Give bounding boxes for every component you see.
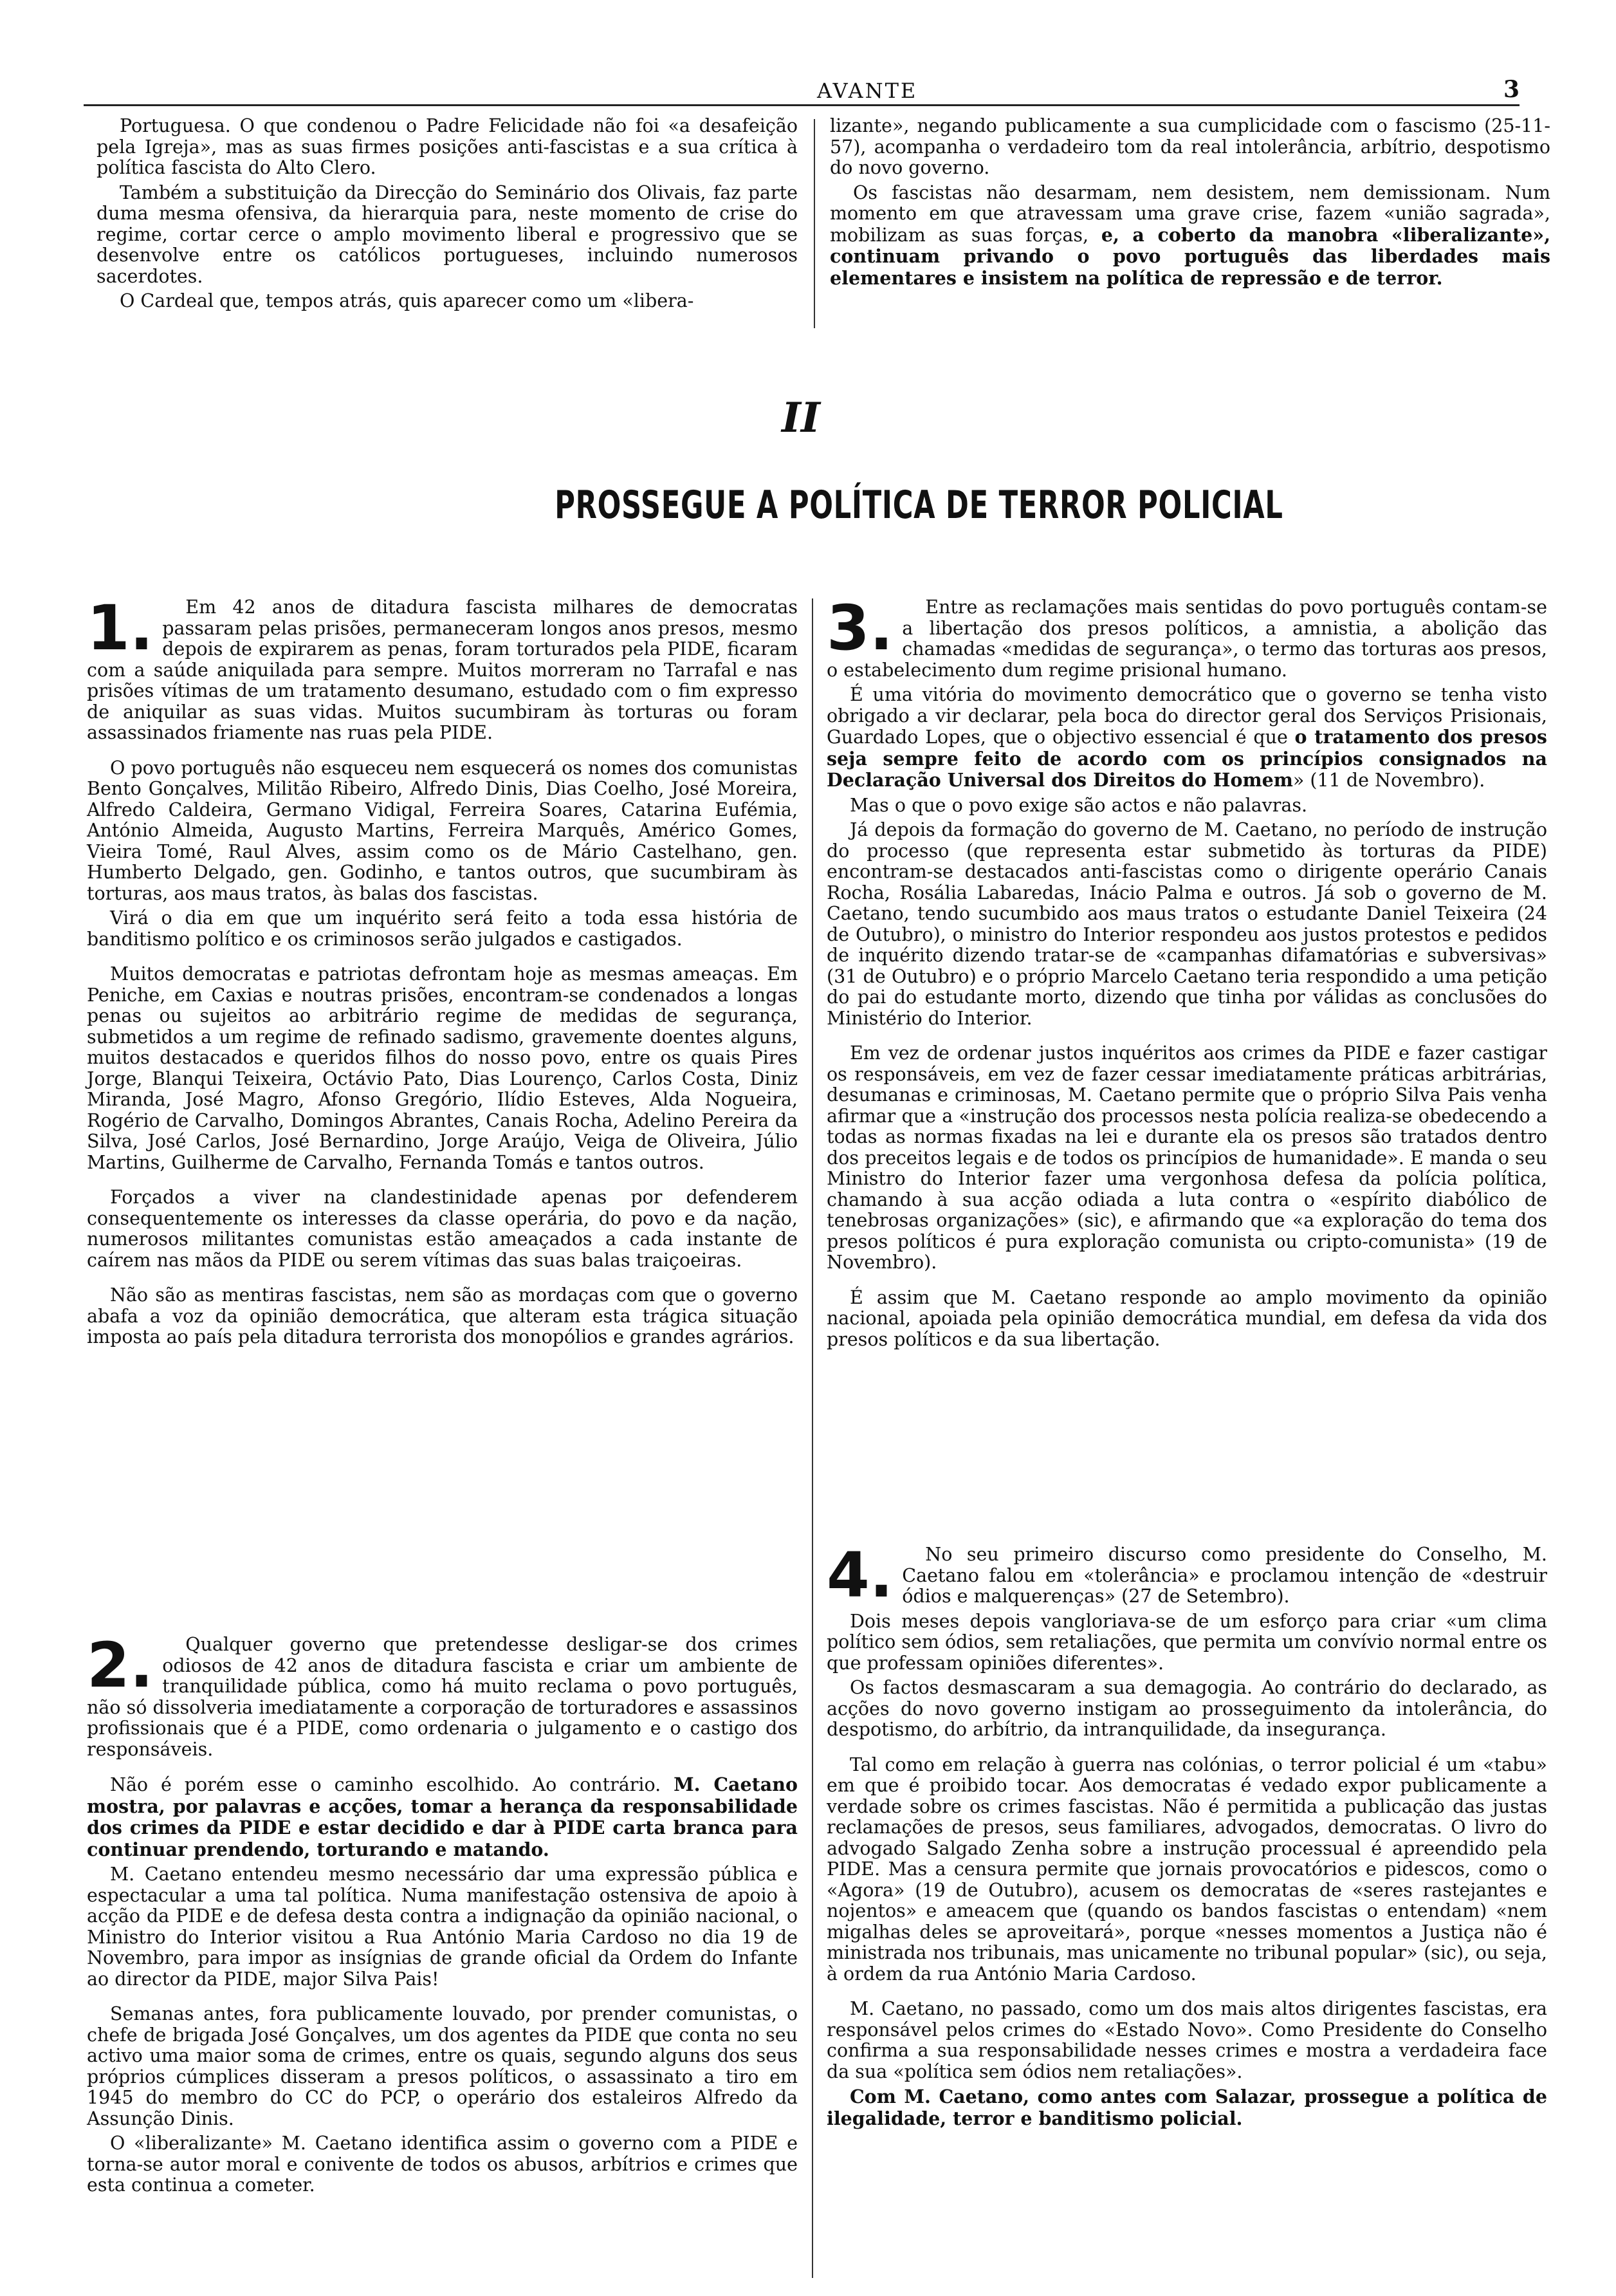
page-header xyxy=(84,76,1520,106)
section-number: 2. xyxy=(87,1629,154,1701)
top-right-column xyxy=(830,116,1550,293)
text-run: Os fascistas não desarmam, nem desistem, nem demissionam. Num momento em que atravessam uma grave crise, fazem «união sagrada», mobilizam as suas forças, xyxy=(830,181,1550,246)
section-roman-numeral: II xyxy=(782,394,820,442)
paragraph xyxy=(827,1539,1547,1611)
paragraph xyxy=(87,2133,798,2196)
paragraph xyxy=(827,795,1547,817)
text-run: M. Caetano, no passado, como um dos mais altos dirigentes fascistas, era responsável pelos crimes do «Estado Novo». Como Presidente do Conselho confirma a sua responsabilidade nesses crimes e mostra a verdadeira face da sua «política sem ódios nem retaliações». xyxy=(827,1998,1547,2082)
text-run: Não é porém esse o caminho escolhido. Ao contrário. xyxy=(110,1774,674,1795)
page-number: 3 xyxy=(1503,76,1520,103)
text-run: Em 42 anos de ditadura fascista milhares de democratas passaram pelas prisões, permaneceram longos anos presos, mesmo depois de expirarem as penas, foram torturados pela PIDE, ficaram com a saúde aniquilada para sempre. Muitos morreram no Tarrafal e nas prisões vítimas de um tratamento desumano, estudado com o fim expresso de aniquilar as suas vidas. Muitos sucumbiram às torturas ou foram assassinados friamente nas ruas pela PIDE. xyxy=(87,597,798,743)
paragraph xyxy=(87,758,798,905)
paragraph xyxy=(87,1774,798,1860)
page-headline: PROSSEGUE A POLÍTICA DE TERROR POLICIAL xyxy=(555,483,1283,528)
text-run: O Cardeal que, tempos atrás, quis aparecer como um «libera- xyxy=(120,290,694,311)
text-run: Não são as mentiras fascistas, nem são as mordaças com que o governo abafa a voz da opinião democrática, que alteram esta trágica situação imposta ao país pela ditadura terrorista dos monopólios e grandes agrários. xyxy=(87,1284,798,1347)
top-left-column xyxy=(96,116,798,316)
paragraph xyxy=(827,1043,1547,1273)
paragraph xyxy=(87,1187,798,1271)
text-run: o tratamento dos presos seja sempre feito de acordo com os princípios consignados na Declaração Universal dos Direitos do Homem xyxy=(827,726,1547,791)
text-run: Entre as reclamações mais sentidas do povo português contam-se a libertação dos presos políticos, a amnistia, a abolição das chamadas «medidas de segurança», o termo das torturas aos presos, o estabelecimento dum regime prisional humano. xyxy=(827,597,1547,681)
text-run: É assim que M. Caetano responde ao amplo movimento da opinião nacional, apoiada pela opinião democrática mundial, em defesa da vida dos presos políticos e da sua libertação. xyxy=(827,1286,1547,1350)
text-run: Em vez de ordenar justos inquéritos aos crimes da PIDE e fazer castigar os responsáveis, em vez de fazer cessar imediatamente práticas arbitrárias, desumanas e criminosas, M. Caetano permite que o próprio Silva Pais venha afirmar que a «instrução dos processos nesta polícia realiza-se obedecendo a todas as normas fixadas na lei e durante ela os presos são tratados dentro dos preceitos legais e de todos os princípios de humanidade». E manda o seu Ministro do Interior fazer uma vergonhosa defesa da polícia política, chamando à sua acção odiada a luta contra o «espírito diabólico de tenebrosas organizações» (sic), e afirmando que «a exploração do tema dos presos políticos é pura exploração comunista ou cripto-comunista» (19 de Novembro). xyxy=(827,1042,1547,1273)
text-run: e, a coberto da manobra «liberalizante», continuam privando o povo português das liberdades mais elementares e insistem na política de repressão e de terror. xyxy=(830,223,1550,289)
paragraph xyxy=(827,592,1547,681)
text-run: Também a substituição da Direcção do Seminário dos Olivais, faz parte duma mesma ofensiva, da hierarquia para, neste momento de crise do regime, cortar cerce o amplo movimento liberal e progressivo que se desenvolve entre os católicos portugueses, incluindo numerosos sacerdotes. xyxy=(96,181,798,287)
text-run: Tal como em relação à guerra nas colónias, o terror policial é um «tabu» em que é proibido tocar. Aos democratas é vedado expor publicamente a verdade sobre os crimes fascistas. Não é permitida a publicação das justas reclamações de presos, seus familiares, advogados, democratas. O livro do advogado Salgado Zenha sobre a instrução processual é apreendido pela PIDE. Mas a censura permite que jornais provocatórios e pidescos, como o «Agora» (19 de Outubro), acusem os democratas de «seres rastejantes e nojentos» e ameacem que (quando os bandos fascistas o entendam) «nem migalhas deles se aproveitará», porque «nesses momentos a Justiça não é ministrada nos tribunais, mas unicamente no tribunal popular» (sic), ou seja, à ordem da rua António Maria Cardoso. xyxy=(827,1754,1547,1985)
text-run: M. Caetano mostra, por palavras e acções, tomar a herança da responsabilidade dos crimes da PIDE e estar decidido e dar à PIDE carta branca para continuar prendendo, torturando e matando. xyxy=(87,1773,798,1860)
text-run: Com M. Caetano, como antes com Salazar, prossegue a política de ilegalidade, terror e banditismo policial. xyxy=(827,2086,1547,2129)
paragraph xyxy=(96,116,798,179)
paragraph xyxy=(827,1288,1547,1351)
paragraph xyxy=(87,908,798,950)
paragraph xyxy=(830,116,1550,179)
paragraph xyxy=(87,1285,798,1348)
text-run: Portuguesa. O que condenou o Padre Felicidade não foi «a desafeição pela Igreja», mas as suas firmes posições anti-fascistas e a sua crítica à política fascista do Alto Clero. xyxy=(96,115,798,178)
text-run: Muitos democratas e patriotas defrontam hoje as mesmas ameaças. Em Peniche, em Caxias e noutras prisões, encontram-se condenados a longas penas ou sujeitos ao arbitrário regime de medidas de segurança, submetidos a um regime de refinado sadismo, gravemente doentes alguns, muitos destacados e queridos filhos do nosso povo, entre os quais Pires Jorge, Blanqui Teixeira, Octávio Pato, Dias Lourenço, Carlos Costa, Diniz Miranda, José Magro, Afonso Gregório, Ilídio Esteves, Alda Nogueira, Rogério de Carvalho, Domingos Abrantes, Canais Rocha, Adelino Pereira da Silva, José Carlos, José Bernardino, Jorge Araújo, Veiga de Oliveira, Júlio Martins, Guilherme de Carvalho, Fernanda Tomás e tantos outros. xyxy=(87,963,798,1173)
text-run: O povo português não esqueceu nem esquecerá os nomes dos comunistas Bento Gonçalves, Militão Ribeiro, Alfredo Dinis, Dias Coelho, José Moreira, Alfredo Caldeira, Germano Vidigal, Ferreira Soares, Catarina Eufémia, António Almeida, Augusto Martins, Ferreira Marquês, Américo Gomes, Vieira Tomé, Raul Alves, assim como os de Mário Castelhano, gen. Humberto Delgado, gen. Godinho, e tantos outros, que sucumbiram às torturas, aos maus tratos, às balas dos fascistas. xyxy=(87,757,798,904)
text-run: É uma vitória do movimento democrático que o governo se tenha visto obrigado a vir declarar, pela boca do director geral dos Serviços Prisionais, Guardado Lopes, que o objectivo essencial é que xyxy=(827,684,1547,748)
section-number: 4. xyxy=(827,1539,894,1611)
article-section-2 xyxy=(87,1629,798,2200)
text-run: lizante», negando publicamente a sua cumplicidade com o fascismo (25-11-57), acompanha o verdadeiro tom da real intolerância, arbítrio, despotismo do novo governo. xyxy=(830,115,1550,178)
column-divider-main xyxy=(812,598,813,2278)
masthead: AVANTE xyxy=(817,79,918,103)
paragraph xyxy=(827,685,1547,792)
text-run: Mas o que o povo exige são actos e não palavras. xyxy=(850,794,1308,816)
paragraph xyxy=(87,592,798,744)
text-run: Já depois da formação do governo de M. Caetano, no período de instrução do processo (que representa estar submetido às torturas da PIDE) encontram-se destacados anti-fascistas como o dirigente operário Canais Rocha, Rosália Labaredas, Inácio Palma e outros. Já sob o governo de M. Caetano, tendo sucumbido aos maus tratos o estudante Daniel Teixeira (24 de Outubro), o ministro do Interior respondeu aos justos protestos e pedidos de inquérito dizendo tratar-se de «campanhas difamatórias e subversivas» (31 de Outubro) e o próprio Marcelo Caetano teria respondido a uma petição do pai do estudante morto, dizendo que tinha por válidas as conclusões do Ministério do Interior. xyxy=(827,819,1547,1029)
paragraph xyxy=(827,1755,1547,1985)
paragraph xyxy=(830,183,1550,290)
section-number: 1. xyxy=(87,592,154,664)
text-run: Semanas antes, fora publicamente louvado, por prender comunistas, o chefe de brigada José Gonçalves, um dos agentes da PIDE que conta no seu activo uma maior soma de crimes, entre os quais, segundo alguns dos seus próprios cúmplices disseram a presos políticos, o assassinato a tiro em 1945 do membro do CC do PCP, o operário dos estaleiros Alfredo da Assunção Dinis. xyxy=(87,2003,798,2129)
article-section-4 xyxy=(827,1539,1547,2133)
paragraph xyxy=(87,1864,798,1990)
paragraph xyxy=(827,820,1547,1029)
text-run: Qualquer governo que pretendesse desligar-se dos crimes odiosos de 42 anos de ditadura fascista e criar um ambiente de tranquilidade pública, como há muito reclama o povo português, não só dissolveria imediatamente a corporação de torturadores e assassinos profissionais que é a PIDE, como ordenaria o julgamento e o castigo dos responsáveis. xyxy=(87,1634,798,1760)
paragraph xyxy=(87,964,798,1173)
article-section-1 xyxy=(87,592,798,1352)
text-run: Dois meses depois vangloriava-se de um esforço para criar «um clima político sem ódios, sem retaliações, que permita um convívio normal entre os que professam opiniões diferentes». xyxy=(827,1610,1547,1674)
paragraph xyxy=(96,183,798,288)
section-number: 3. xyxy=(827,592,894,664)
text-run: » (11 de Novembro). xyxy=(1292,770,1485,791)
text-run: Os factos desmascaram a sua demagogia. Ao contrário do declarado, as acções do novo governo instigam ao prosseguimento da intolerância, do despotismo, do arbítrio, da intranquilidade, da insegurança. xyxy=(827,1677,1547,1740)
text-run: No seu primeiro discurso como presidente do Conselho, M. Caetano falou em «tolerância» e proclamou intenção de «destruir ódios e malquerenças» (27 de Setembro). xyxy=(902,1544,1547,1607)
text-run: M. Caetano entendeu mesmo necessário dar uma expressão pública e espectacular a uma tal política. Numa manifestação ostensiva de apoio à acção da PIDE e de defesa desta contra a indignação da opinião nacional, o Ministro do Interior visitou a Rua António Maria Cardoso no dia 19 de Novembro, para impor as insígnias de grande oficial da Ordem do Infante ao director da PIDE, major Silva Pais! xyxy=(87,1864,798,1990)
paragraph xyxy=(87,1629,798,1760)
article-section-3 xyxy=(827,592,1547,1354)
text-run: Forçados a viver na clandestinidade apenas por defenderem consequentemente os interesses da classe operária, do povo e da nação, numerosos militantes comunistas estão ameaçados a cada instante de caírem nas mãos da PIDE ou serem vítimas das suas balas traiçoeiras. xyxy=(87,1187,798,1271)
text-run: Virá o dia em que um inquérito será feito a toda essa história de banditismo político e os criminosos serão julgados e castigados. xyxy=(87,907,798,950)
text-run: O «liberalizante» M. Caetano identifica assim o governo com a PIDE e torna-se autor moral e conivente de todos os abusos, arbítrios e crimes que esta continua a cometer. xyxy=(87,2133,798,2196)
paragraph xyxy=(96,291,798,312)
paragraph xyxy=(827,2086,1547,2129)
column-divider-top xyxy=(814,119,815,328)
paragraph xyxy=(827,1611,1547,1674)
paragraph xyxy=(827,1999,1547,2082)
paragraph xyxy=(87,2004,798,2129)
paragraph xyxy=(827,1678,1547,1741)
